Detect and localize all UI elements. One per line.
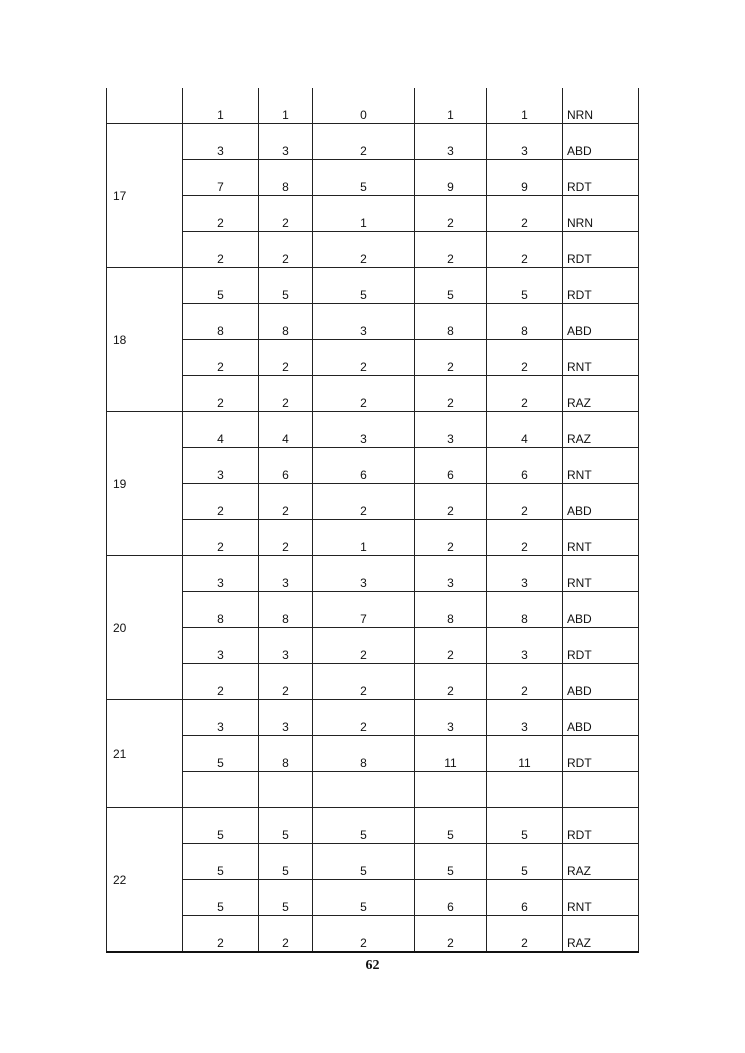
value-cell: 8 <box>259 592 313 628</box>
value-cell: 2 <box>487 196 563 232</box>
table-row <box>107 592 639 628</box>
value-cell: 6 <box>259 448 313 484</box>
value-cell: 3 <box>313 304 415 340</box>
value-cell: 6 <box>487 448 563 484</box>
value-cell: 3 <box>415 700 487 736</box>
value-cell: 5 <box>415 844 487 880</box>
group-id-cell: 18 <box>107 268 183 412</box>
value-cell: 3 <box>487 556 563 592</box>
value-cell: 2 <box>183 664 259 700</box>
value-cell: 2 <box>487 340 563 376</box>
value-cell: 8 <box>313 736 415 772</box>
value-cell: 5 <box>259 844 313 880</box>
table-row <box>107 628 639 664</box>
value-cell: 2 <box>415 376 487 412</box>
value-cell <box>259 772 313 808</box>
value-cell: 2 <box>183 484 259 520</box>
code-cell: ABD <box>563 592 639 628</box>
value-cell: 11 <box>487 736 563 772</box>
code-cell: NRN <box>563 196 639 232</box>
group-id-cell: 22 <box>107 808 183 953</box>
value-cell: 3 <box>259 556 313 592</box>
table-row <box>107 700 639 736</box>
value-cell: 5 <box>415 808 487 844</box>
value-cell: 2 <box>183 196 259 232</box>
value-cell: 9 <box>487 160 563 196</box>
value-cell: 2 <box>259 484 313 520</box>
value-cell: 11 <box>415 736 487 772</box>
table-row <box>107 772 639 808</box>
table-group-18 <box>107 268 639 412</box>
value-cell: 3 <box>259 700 313 736</box>
value-cell: 6 <box>313 448 415 484</box>
value-cell: 5 <box>313 268 415 304</box>
code-cell: RDT <box>563 160 639 196</box>
value-cell: 2 <box>415 232 487 268</box>
group-id-cell: 21 <box>107 700 183 808</box>
value-cell: 8 <box>183 304 259 340</box>
value-cell: 2 <box>313 916 415 953</box>
value-cell: 7 <box>313 592 415 628</box>
value-cell: 9 <box>415 160 487 196</box>
value-cell: 8 <box>487 304 563 340</box>
value-cell: 2 <box>183 916 259 953</box>
value-cell: 2 <box>259 376 313 412</box>
value-cell: 8 <box>487 592 563 628</box>
code-cell: ABD <box>563 304 639 340</box>
group-id-cell: 20 <box>107 556 183 700</box>
value-cell: 3 <box>415 412 487 448</box>
code-cell: RDT <box>563 628 639 664</box>
value-cell: 3 <box>415 124 487 160</box>
code-cell: NRN <box>563 88 639 124</box>
value-cell: 8 <box>415 304 487 340</box>
value-cell: 2 <box>415 664 487 700</box>
table-row <box>107 232 639 268</box>
value-cell: 2 <box>415 628 487 664</box>
value-cell: 8 <box>415 592 487 628</box>
group-id-cell: 19 <box>107 412 183 556</box>
value-cell: 2 <box>259 664 313 700</box>
table-row <box>107 124 639 160</box>
code-cell: RAZ <box>563 916 639 953</box>
value-cell: 3 <box>183 556 259 592</box>
table-group-19 <box>107 412 639 556</box>
value-cell: 2 <box>259 196 313 232</box>
value-cell: 5 <box>313 808 415 844</box>
table-row <box>107 376 639 412</box>
value-cell: 8 <box>259 736 313 772</box>
table-section-continued <box>107 88 639 124</box>
code-cell: RDT <box>563 808 639 844</box>
value-cell: 2 <box>183 232 259 268</box>
code-cell: ABD <box>563 700 639 736</box>
value-cell: 2 <box>487 232 563 268</box>
value-cell: 2 <box>259 520 313 556</box>
value-cell: 3 <box>313 556 415 592</box>
group-id-cell: 17 <box>107 124 183 268</box>
value-cell: 1 <box>415 88 487 124</box>
value-cell: 2 <box>183 376 259 412</box>
table-group-20 <box>107 556 639 700</box>
value-cell: 3 <box>259 124 313 160</box>
value-cell: 2 <box>183 520 259 556</box>
value-cell: 1 <box>313 196 415 232</box>
value-cell: 5 <box>183 880 259 916</box>
value-cell: 2 <box>415 520 487 556</box>
code-cell <box>563 772 639 808</box>
value-cell: 2 <box>259 916 313 953</box>
table-row <box>107 304 639 340</box>
table-row <box>107 844 639 880</box>
value-cell: 2 <box>313 700 415 736</box>
table-group-21 <box>107 700 639 808</box>
value-cell: 5 <box>313 880 415 916</box>
table-row <box>107 880 639 916</box>
value-cell: 4 <box>487 412 563 448</box>
value-cell <box>415 772 487 808</box>
group-cell-empty <box>107 88 183 124</box>
table-row <box>107 736 639 772</box>
value-cell: 5 <box>259 808 313 844</box>
table-row <box>107 916 639 953</box>
value-cell: 5 <box>487 808 563 844</box>
code-cell: RNT <box>563 340 639 376</box>
value-cell: 4 <box>183 412 259 448</box>
value-cell: 3 <box>183 448 259 484</box>
value-cell: 3 <box>487 628 563 664</box>
value-cell: 1 <box>259 88 313 124</box>
value-cell: 5 <box>259 880 313 916</box>
results-table <box>106 88 639 953</box>
value-cell <box>183 772 259 808</box>
table-group-17 <box>107 124 639 268</box>
table-row <box>107 88 639 124</box>
table-row <box>107 808 639 844</box>
value-cell: 7 <box>183 160 259 196</box>
value-cell: 8 <box>183 592 259 628</box>
value-cell: 5 <box>259 268 313 304</box>
table-row <box>107 484 639 520</box>
value-cell: 2 <box>487 376 563 412</box>
value-cell: 2 <box>415 340 487 376</box>
table-row <box>107 412 639 448</box>
table-row <box>107 448 639 484</box>
value-cell: 3 <box>183 124 259 160</box>
value-cell: 2 <box>415 916 487 953</box>
value-cell: 5 <box>183 844 259 880</box>
page-number: 62 <box>365 958 380 973</box>
value-cell: 5 <box>487 844 563 880</box>
value-cell: 2 <box>313 376 415 412</box>
code-cell: ABD <box>563 124 639 160</box>
code-cell: RAZ <box>563 376 639 412</box>
table-row <box>107 520 639 556</box>
value-cell: 3 <box>487 700 563 736</box>
value-cell: 2 <box>259 340 313 376</box>
value-cell: 2 <box>487 520 563 556</box>
table-row <box>107 664 639 700</box>
value-cell <box>313 772 415 808</box>
value-cell: 3 <box>183 628 259 664</box>
value-cell: 2 <box>415 484 487 520</box>
value-cell: 6 <box>487 880 563 916</box>
table-row <box>107 160 639 196</box>
code-cell: ABD <box>563 484 639 520</box>
value-cell: 2 <box>313 484 415 520</box>
value-cell: 3 <box>487 124 563 160</box>
value-cell: 5 <box>313 160 415 196</box>
value-cell: 2 <box>487 664 563 700</box>
value-cell: 2 <box>183 340 259 376</box>
value-cell: 5 <box>183 808 259 844</box>
code-cell: ABD <box>563 664 639 700</box>
value-cell: 6 <box>415 448 487 484</box>
value-cell: 0 <box>313 88 415 124</box>
value-cell: 4 <box>259 412 313 448</box>
value-cell: 5 <box>313 844 415 880</box>
value-cell: 2 <box>415 196 487 232</box>
value-cell: 1 <box>183 88 259 124</box>
value-cell: 5 <box>183 736 259 772</box>
code-cell: RAZ <box>563 844 639 880</box>
table-row <box>107 340 639 376</box>
code-cell: RDT <box>563 268 639 304</box>
value-cell: 3 <box>259 628 313 664</box>
value-cell: 2 <box>313 340 415 376</box>
value-cell: 1 <box>313 520 415 556</box>
code-cell: RDT <box>563 736 639 772</box>
code-cell: RNT <box>563 520 639 556</box>
value-cell <box>487 772 563 808</box>
value-cell: 5 <box>487 268 563 304</box>
value-cell: 5 <box>183 268 259 304</box>
value-cell: 3 <box>183 700 259 736</box>
code-cell: RDT <box>563 232 639 268</box>
value-cell: 3 <box>415 556 487 592</box>
value-cell: 3 <box>313 412 415 448</box>
value-cell: 2 <box>259 232 313 268</box>
code-cell: RNT <box>563 448 639 484</box>
table-row <box>107 196 639 232</box>
value-cell: 2 <box>313 124 415 160</box>
table-row <box>107 556 639 592</box>
value-cell: 2 <box>313 232 415 268</box>
value-cell: 2 <box>313 628 415 664</box>
code-cell: RNT <box>563 880 639 916</box>
value-cell: 8 <box>259 160 313 196</box>
value-cell: 2 <box>313 664 415 700</box>
value-cell: 1 <box>487 88 563 124</box>
code-cell: RNT <box>563 556 639 592</box>
value-cell: 8 <box>259 304 313 340</box>
table-group-22 <box>107 808 639 953</box>
value-cell: 6 <box>415 880 487 916</box>
table-row <box>107 268 639 304</box>
value-cell: 2 <box>487 484 563 520</box>
value-cell: 5 <box>415 268 487 304</box>
value-cell: 2 <box>487 916 563 953</box>
code-cell: RAZ <box>563 412 639 448</box>
